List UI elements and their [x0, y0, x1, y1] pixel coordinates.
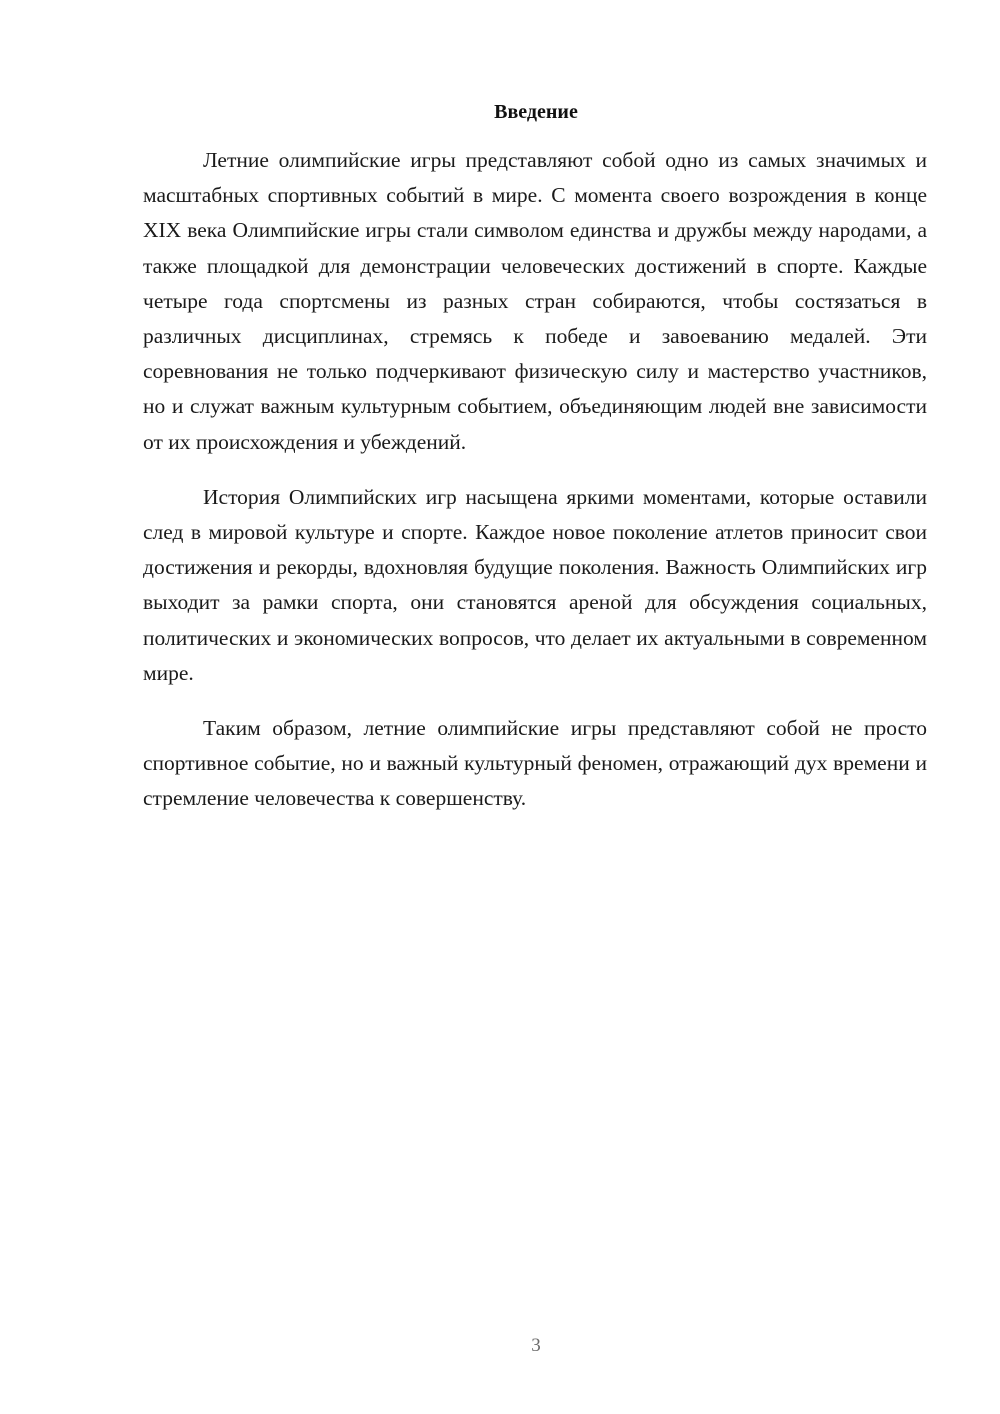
- page-number: 3: [531, 1335, 541, 1356]
- paragraph-1: Летние олимпийские игры представляют собой одно из самых значимых и масштабных спортивных событий в мире. С момента своего возрождения в конце XIX века Олимпийские игры стали символом единства и дружбы между народами, а также площадкой для демонстрации человеческих достижений в спорте. Каждые четыре года спортсмены из разных стран собираются, чтобы состязаться в различных дисциплинах, стремясь к победе и завоеванию медалей. Эти соревнования не только подчеркивают физическую силу и мастерство участников, но и служат важным культурным событием, объединяющим людей вне зависимости от их происхождения и убеждений.: [143, 148, 927, 454]
- paragraph-3: Таким образом, летние олимпийские игры представляют собой не просто спортивное событие, но и важный культурный феномен, отражающий дух времени и стремление человечества к совершенству.: [143, 716, 927, 811]
- page-title: Введение: [494, 101, 578, 123]
- paragraph-2: История Олимпийских игр насыщена яркими моментами, которые оставили след в мировой культуре и спорте. Каждое новое поколение атлетов приносит свои достижения и рекорды, вдохновляя будущие поколения. Важность Олимпийских игр выходит за рамки спорта, они становятся ареной для обсуждения социальных, политических и экономических вопросов, что делает их актуальными в современном мире.: [143, 484, 927, 685]
- body-text: [143, 143, 927, 837]
